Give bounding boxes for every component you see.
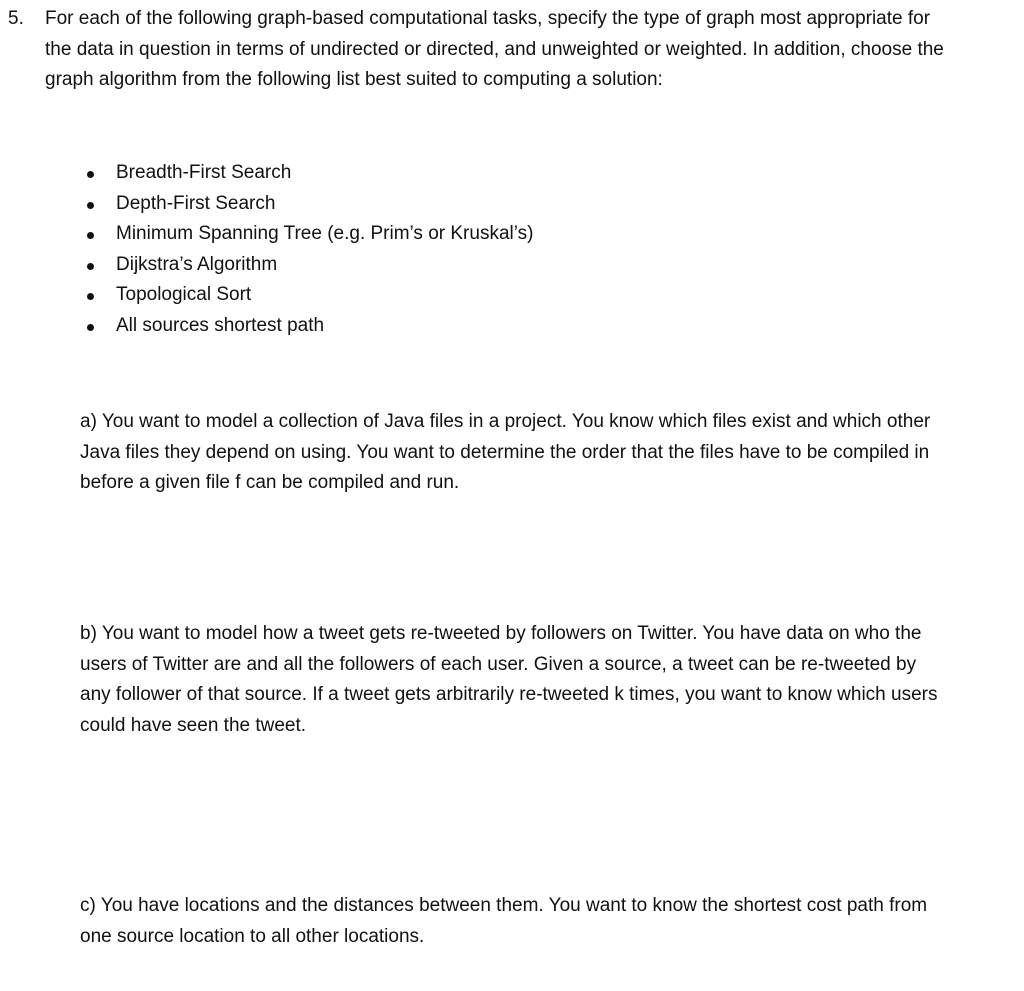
bullet-icon: [87, 171, 94, 178]
part-b-text: b) You want to model how a tweet gets re-tweeted by followers on Twitter. You have data on who the users of Twitter are and all the followers of each user. Given a source, a tweet can be re-tweeted by any follower of that source. If a tweet gets arbitrarily re-tweeted k times, you want to know which users could have seen the tweet.: [80, 623, 938, 736]
algorithm-label: Topological Sort: [116, 284, 252, 306]
bullet-icon: [87, 232, 94, 239]
algorithm-label: Breadth-First Search: [116, 162, 292, 183]
part-c-text: c) You have locations and the distances between them. You want to know the shortest cost path from one source location to all other locations.: [80, 895, 928, 947]
algorithm-label: Depth-First Search: [116, 192, 276, 214]
question-number: 5.: [8, 8, 24, 29]
bullet-icon: [87, 324, 94, 331]
bullet-icon: [87, 293, 94, 300]
algorithm-label: Dijkstra’s Algorithm: [116, 253, 278, 275]
algorithm-label: All sources shortest path: [116, 314, 325, 336]
bullet-icon: [87, 202, 94, 209]
part-a-text: a) You want to model a collection of Java files in a project. You know which files exist and which other Java files they depend on using. You want to determine the order that the files have to be compiled in before a given file f can be compiled and run.: [80, 411, 931, 493]
algorithm-label: Minimum Spanning Tree (e.g. Prim’s or Kruskal’s): [116, 223, 534, 245]
question-prompt: For each of the following graph-based computational tasks, specify the type of graph most appropriate for the data in question in terms of undirected or directed, and unweighted or weighted. In addition, choose the graph algorithm from the following list best suited to computing a solution:: [45, 8, 944, 90]
bullet-icon: [87, 263, 94, 270]
